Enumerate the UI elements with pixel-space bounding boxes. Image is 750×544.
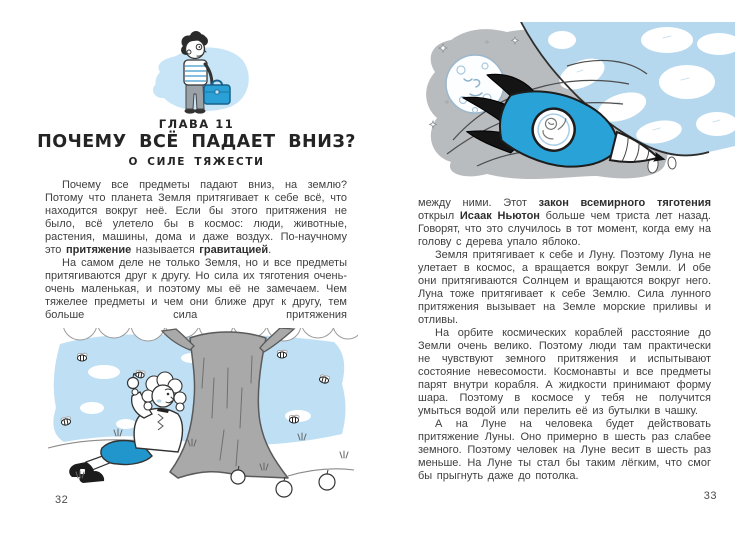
paragraph: Земля притягивает к себе и Луну. Поэтому Луна не улетает в космос, а вращается вокруг Земли. И обе они притягиваются Солнцем и вращаются вокруг него. Луна тоже притягивает к себе Землю. Сила лунного притяжения вызывает на Земле морские приливы и отливы. <box>418 249 711 326</box>
paragraph: Почему все предметы падают вниз, на землю? Потому что планета Земля притягивает к себе всё, что находится вокруг неё. Если бы этого притяжения не было, всё улетело бы в космос: люди, животные, растения, машины, дома и даже воздух. По-научному это притяжение называется гравитацией. <box>45 179 347 256</box>
bee-icon <box>277 350 287 358</box>
chapter-label: ГЛАВА 11 <box>158 117 235 131</box>
paragraph: На орбите космических кораблей расстояние до Земли очень велико. Поэтому люди там практически не чувствуют земного притяжения и испытывают состояние невесомости. Космонавты и все предметы парят внутри корабля. А жидкости принимают форму шара. Поэтому в космосе у тебя не получится умыться водой или перелить её из бутылки в чашку. <box>418 327 711 417</box>
newton-under-tree-illustration <box>42 328 358 508</box>
rocket-moon-earth-scene <box>417 22 735 186</box>
bee-icon <box>135 370 145 379</box>
newton-apple-tree-scene <box>42 328 358 508</box>
right-page-text <box>418 197 711 483</box>
hand <box>132 389 138 395</box>
chapter-subtitle: О СИЛЕ ТЯЖЕСТИ <box>128 156 265 168</box>
chapter-header-illustration <box>146 28 256 120</box>
bee-icon <box>289 415 299 423</box>
chapter-title: ПОЧЕМУ ВСЁ ПАДАЕТ ВНИЗ? <box>37 132 356 152</box>
paragraph: На самом деле не только Земля, но и все предметы притягиваются друг к другу. Но сила их тяготения очень-очень маленькая, и поэтому мы её не замечаем. Чем тяжелее предметы и чем они ближе друг к другу, тем больше сила притяжения <box>45 257 347 321</box>
newton-face <box>152 385 174 407</box>
rocket-space-illustration <box>417 22 735 186</box>
page-number-left: 32 <box>55 494 69 506</box>
paragraph: между ними. Этот закон всемирного тяготения открыл Исаак Ньютон больше чем триста лет назад. Говорят, что это случилось в тот момент, когда ему на голову с дерева упало яблоко. <box>418 197 711 248</box>
boy-with-briefcase-illustration <box>146 28 256 120</box>
bee-icon <box>77 353 87 361</box>
page-number-right: 33 <box>703 490 717 502</box>
paragraph: А на Луне на человека будет действовать притяжение Луны. Оно примерно в шесть раз слабее земного. Поэтому человек на Луне весит в шесть раз меньше. На Луне ты стал бы таким лёгким, что смог бы прыгнуть даже до потолка. <box>418 418 711 482</box>
shoe-buckle <box>80 469 85 474</box>
left-page-text <box>45 179 347 322</box>
